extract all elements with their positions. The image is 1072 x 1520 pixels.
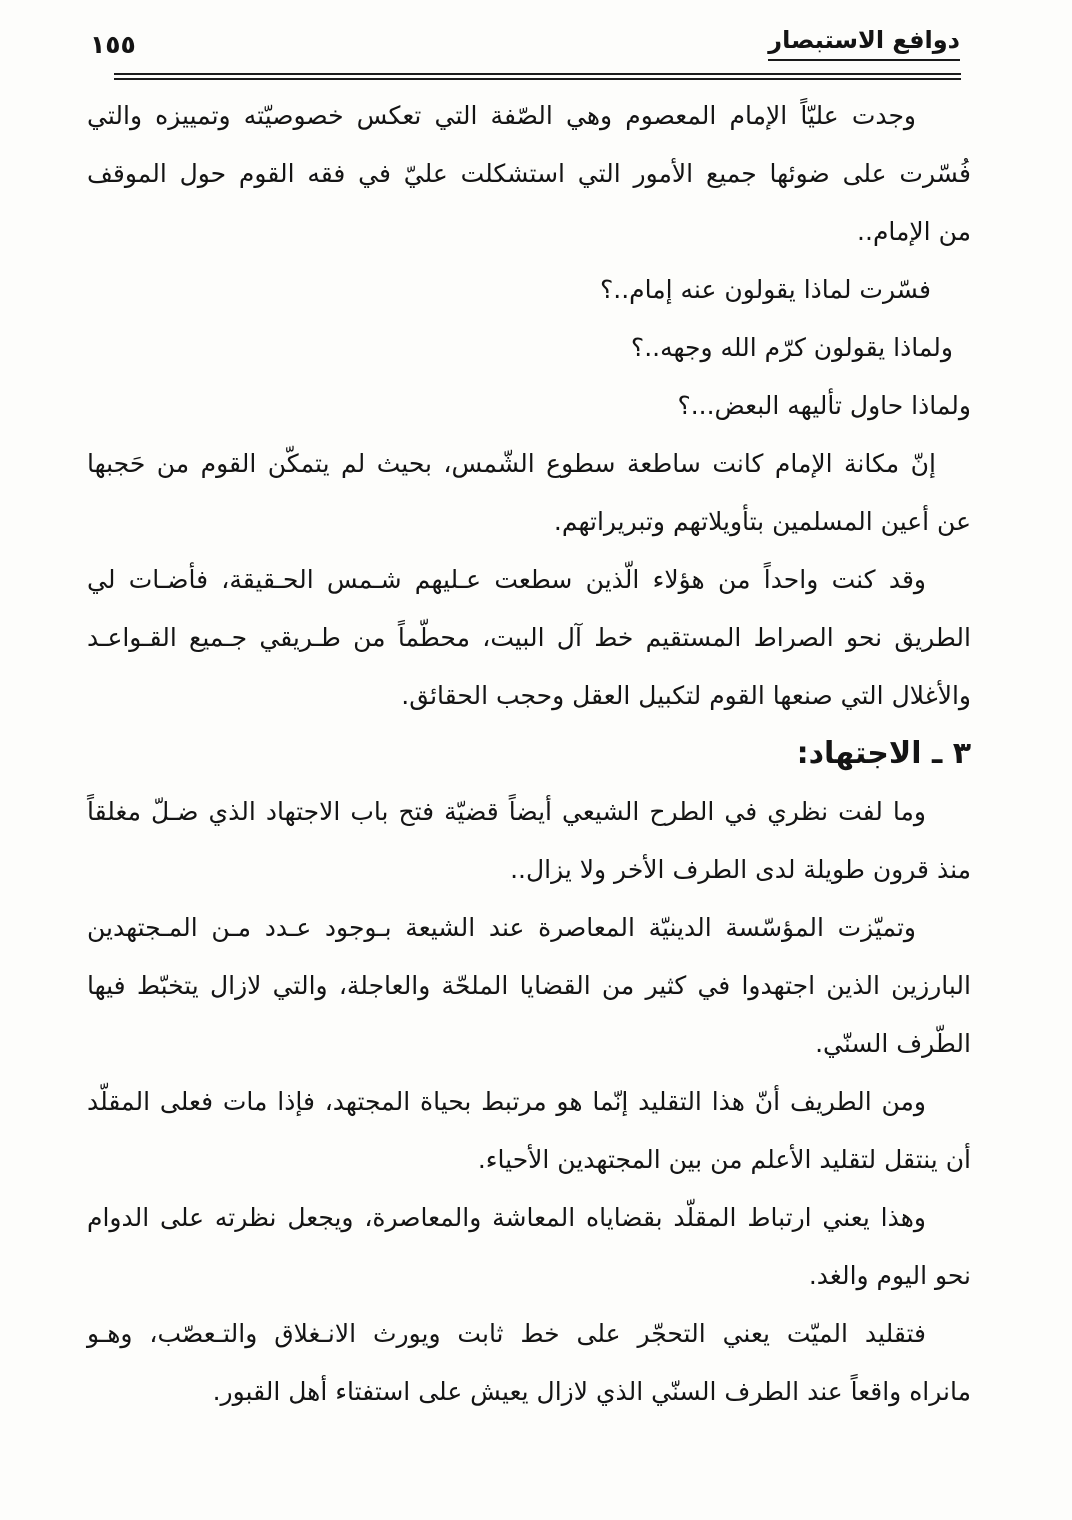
paragraph [87, 261, 971, 319]
paragraph [87, 377, 971, 435]
header-divider-rule [114, 73, 961, 80]
text-line: وما لفت نظري في الطرح الشيعي أيضاً قضيّة فتح باب الاجتهاد الذي ضـلّ مغلقاً [87, 797, 926, 826]
text-line: أن ينتقل لتقليد الأعلم من بين المجتهدين الأحياء. [477, 1145, 971, 1174]
text-line: عن أعين المسلمين بتأويلاتهم وتبريراتهم. [553, 507, 971, 536]
text-line: مانراه واقعاً عند الطرف السنّي الذي لازال يعيش على استفتاء أهل القبور. [212, 1377, 971, 1406]
page-body [87, 87, 971, 1421]
paragraph [87, 783, 971, 899]
text-line: من الإمام.. [857, 217, 971, 246]
text-line: الطّرف السنّي. [815, 1029, 971, 1058]
text-line: وهذا يعني ارتباط المقلّد بقضاياه المعاشة والمعاصرة، ويجعل نظرته على الدوام [87, 1203, 926, 1232]
text-line: ومن الطريف أنّ هذا التقليد إنّما هو مرتبط بحياة المجتهد، فإذا مات فعلى المقلّد [87, 1087, 926, 1116]
paragraph [87, 1305, 971, 1421]
text-line: فسّرت لماذا يقولون عنه إمام..؟ [599, 275, 931, 304]
paragraph [87, 899, 971, 1073]
running-header-title: دوافع الاستبصار [768, 26, 960, 61]
text-line: ولماذا حاول تأليهه البعض...؟ [677, 391, 971, 420]
text-line: البارزين الذين اجتهدوا في كثير من القضايا الملحّة والعاجلة، والتي لازال يتخبّط فيها [87, 971, 971, 1000]
paragraph [87, 87, 971, 261]
paragraph [87, 1073, 971, 1189]
paragraph [87, 319, 971, 377]
section-heading: ٣ ـ الاجتهاد: [796, 736, 971, 771]
text-line: وقد كنت واحداً من هؤلاء الّذين سطعت عـليهم شـمس الحـقيقة، فأضـات لي [87, 565, 926, 594]
text-line: الطريق نحو الصراط المستقيم خط آل البيت، محطّماً من طـريقي جـميع القـواعـد [87, 623, 971, 652]
text-line: وتميّزت المؤسّسة الدينيّة المعاصرة عند الشيعة بـوجود عـدد مـن المـجتهدين [87, 913, 916, 942]
paragraph [87, 435, 971, 551]
text-line: وجدت عليّاً الإمام المعصوم وهي الصّفة التي تعكس خصوصيّته وتمييزه والتي [87, 101, 916, 130]
text-line: والأغلال التي صنعها القوم لتكبيل العقل وحجب الحقائق. [401, 681, 971, 710]
paragraph [87, 1189, 971, 1305]
text-line: ولماذا يقولون كرّم الله وجهه..؟ [630, 333, 953, 362]
text-line: نحو اليوم والغد. [808, 1261, 971, 1290]
page-number: ١٥٥ [90, 30, 136, 59]
text-line: فتقليد الميّت يعني التحجّر على خط ثابت ويورث الانـغلاق والتـعصّب، وهـو [87, 1319, 926, 1348]
paragraph [87, 551, 971, 725]
text-line: فُسّرت على ضوئها جميع الأمور التي استشكلت عليّ في فقه القوم حول الموقف [87, 159, 971, 188]
text-line: منذ قرون طويلة لدى الطرف الأخر ولا يزال.. [510, 855, 971, 884]
text-line: إنّ مكانة الإمام كانت ساطعة سطوع الشّمس، بحيث لم يتمكّن القوم من حَجبها [87, 449, 936, 478]
